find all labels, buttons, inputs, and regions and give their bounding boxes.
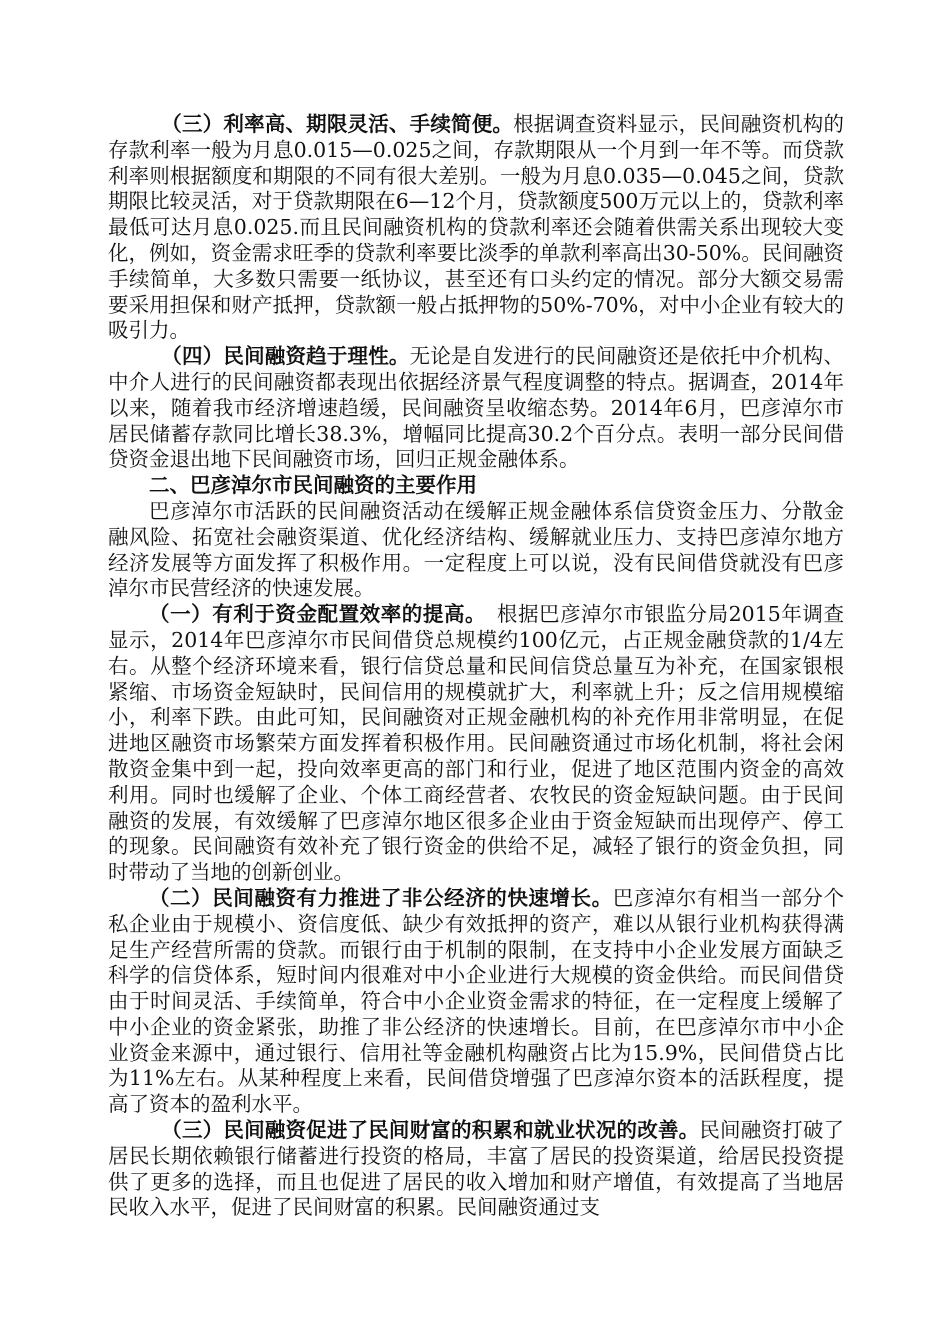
paragraph-lead: （三）民间融资促进了民间财富的积累和就业状况的改善。 (161, 1118, 700, 1143)
paragraph-body: 根据调查资料显示，民间融资机构的存款利率一般为月息0.015—0.025之间，存款期限从一个月到一年不等。而贷款利率则根据额度和期限的不同有很大差别。一般为月息0.035—0.045之间，贷款期限比较灵活，对于贷款期限在6—12个月，贷款额度500万元以上的，贷款利率最低可达月息0.025.而且民间融资机构的贷款利率还会随着供需关系出现较大变化，例如，资金需求旺季的贷款利率要比淡季的单款利率高出30-50%。民间融资手续简单，大多数只需要一纸协议，甚至还有口头约定的情况。部分大额交易需要采用担保和财产抵押，贷款额一般占抵押物的50%-70%，对中小企业有较大的吸引力。 (108, 112, 845, 343)
paragraph-lead: （二）民间融资有力推进了非公经济的快速增长。 (149, 885, 613, 910)
paragraph-body: 无论是自发进行的民间融资还是依托中介机构、中介人进行的民间融资都表现出依据经济景气程度调整的特点。据调查，2014年以来，随着我市经济增速趋缓，民间融资呈收缩态势。2014年6月，巴彦淖尔市居民储蓄存款同比增长38.3%，增幅同比提高30.2个百分点。表明一部分民间借贷资金退出地下民间融资市场，回归正规金融体系。 (108, 344, 845, 472)
document-page (108, 112, 844, 1221)
paragraph-lead: （一）有利于资金配置效率的提高。 (149, 602, 476, 627)
paragraph-section-intro (108, 499, 844, 602)
paragraph-body: 巴彦淖尔有相当一部分个私企业由于规模小、资信度低、缺少有效抵押的资产，难以从银行业机构获得满足生产经营所需的贷款。而银行由于机制的限制，在支持中小企业发展方面缺乏科学的信贷体系，短时间内很难对中小企业进行大规模的资金供给。而民间借贷由于时间灵活、手续简单，符合中小企业资金需求的特征，在一定程度上缓解了中小企业的资金紧张，助推了非公经济的快速增长。目前，在巴彦淖尔市中小企业资金来源中，通过银行、信用社等金融机构融资占比为15.9%，民间借贷占比为11%左右。从某种程度上来看，民间借贷增强了巴彦淖尔资本的活跃程度，提高了资本的盈利水平。 (108, 885, 844, 1117)
paragraph-lead: （三）利率高、期限灵活、手续简便。 (161, 112, 514, 136)
paragraph-body: 巴彦淖尔市活跃的民间融资活动在缓解正规金融体系信贷资金压力、分散金融风险、拓宽社会融资渠道、优化经济结构、缓解就业压力、支持巴彦淖尔地方经济发展等方面发挥了积极作用。一定程度上可以说，没有民间借贷就没有巴彦淖尔市民营经济的快速发展。 (108, 498, 844, 601)
paragraph-capital-efficiency (108, 602, 844, 886)
paragraph-interest-rates (108, 112, 844, 344)
paragraph-body: 民间融资打破了居民长期依赖银行储蓄进行投资的格局，丰富了居民的投资渠道，给居民投资提供了更多的选择，而且也促进了居民的收入增加和财产增值，有效提高了当地居民收入水平，促进了民间财富的积累。民间融资通过支 (108, 1118, 845, 1220)
paragraph-rational-financing (108, 344, 844, 473)
paragraph-lead: （四）民间融资趋于理性。 (161, 344, 410, 369)
paragraph-non-public-economy (108, 886, 844, 1118)
paragraph-private-wealth (108, 1118, 844, 1221)
paragraph-body: 根据巴彦淖尔市银监分局2015年调查显示，2014年巴彦淖尔市民间借贷总规模约100亿元，占正规金融贷款的1/4左右。从整个经济环境来看，银行信贷总量和民间信贷总量互为补充，在国家银根紧缩、市场资金短缺时，民间信用的规模就扩大，利率就上升；反之信用规模缩小，利率下跌。由此可知，民间融资对正规金融机构的补充作用非常明显，在促进地区融资市场繁荣方面发挥着积极作用。民间融资通过市场化机制，将社会闲散资金集中到一起，投向效率更高的部门和行业，促进了地区范围内资金的高效利用。同时也缓解了企业、个体工商经营者、农牧民的资金短缺问题。由于民间融资的发展，有效缓解了巴彦淖尔地区很多企业由于资金短缺而出现停产、停工的现象。民间融资有效补充了银行资金的供给不足，减轻了银行的资金负担，同时带动了当地的创新创业。 (108, 602, 845, 885)
section-heading: 二、巴彦淖尔市民间融资的主要作用 (149, 473, 477, 498)
